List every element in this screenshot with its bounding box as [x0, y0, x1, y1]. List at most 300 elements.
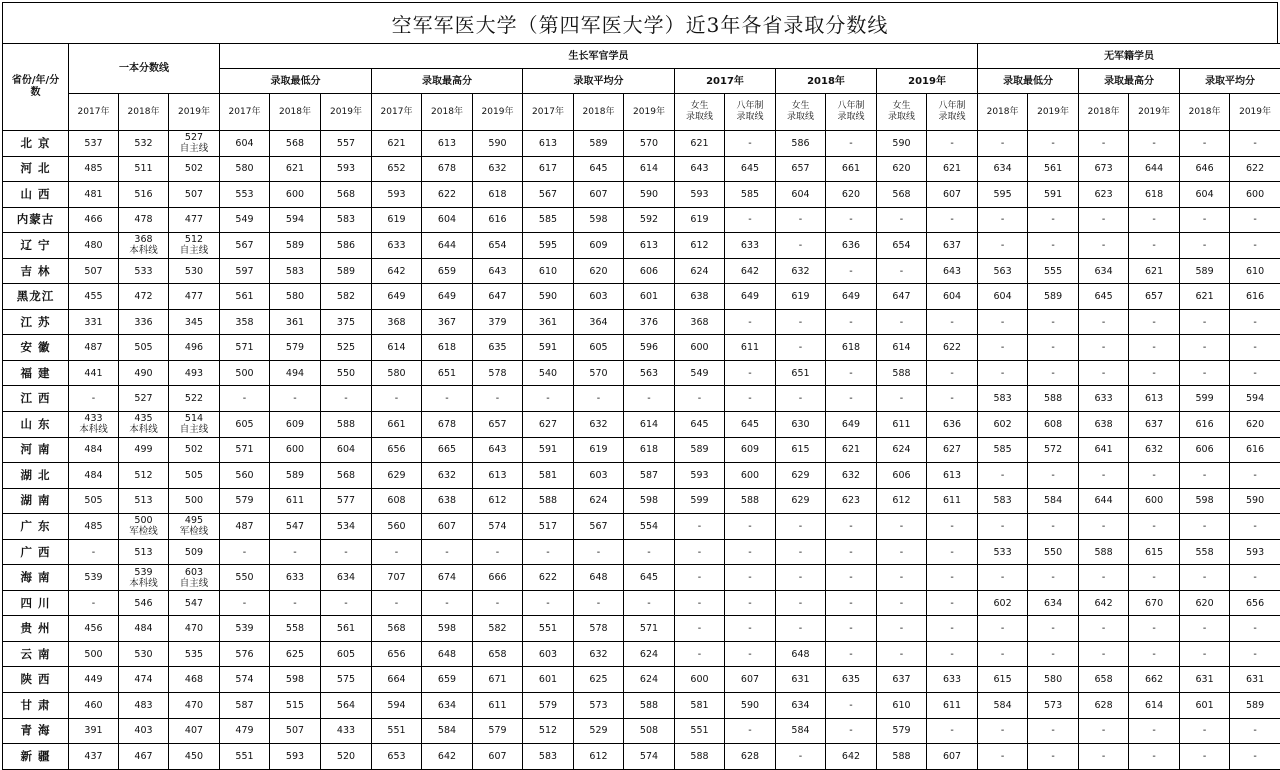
score-cell: 588	[321, 412, 372, 438]
score-cell: -	[220, 386, 270, 412]
score-cell: 567	[523, 182, 574, 208]
score-cell: 645	[624, 565, 675, 591]
score-cell: -	[473, 386, 523, 412]
score-cell: 624	[574, 488, 624, 514]
score-cell: 551	[220, 744, 270, 770]
score-cell: 659	[422, 667, 473, 693]
score-cell: 487	[69, 335, 119, 361]
score-cell: 604	[321, 437, 372, 463]
score-cell: -	[1079, 514, 1129, 540]
score-cell: 527 自主线	[169, 131, 220, 157]
score-cell: 649	[826, 284, 877, 310]
province-cell: 广 东	[3, 514, 69, 540]
score-cell: 561	[1028, 156, 1079, 182]
table-row	[3, 616, 1280, 642]
score-cell: 579	[877, 718, 927, 744]
wu-low-header: 录取最低分	[978, 69, 1079, 94]
score-cell: 644	[422, 233, 473, 259]
score-cell: 607	[927, 182, 978, 208]
score-cell: 450	[169, 744, 220, 770]
score-cell: 600	[1230, 182, 1280, 208]
score-cell: 522	[169, 386, 220, 412]
score-cell: -	[675, 565, 725, 591]
score-cell: 599	[1180, 386, 1230, 412]
score-cell: 632	[422, 463, 473, 489]
score-cell: 605	[321, 641, 372, 667]
score-cell: 644	[1129, 156, 1180, 182]
score-cell: 581	[523, 463, 574, 489]
table-row	[3, 258, 1280, 284]
score-cell: 589	[1180, 258, 1230, 284]
score-cell: -	[1230, 463, 1280, 489]
score-cell: 604	[422, 207, 473, 233]
score-cell: -	[927, 207, 978, 233]
score-cell: 620	[877, 156, 927, 182]
score-cell: 589	[1028, 284, 1079, 310]
table-row	[3, 207, 1280, 233]
score-cell: 601	[523, 667, 574, 693]
score-cell: 593	[1230, 539, 1280, 565]
score-cell: 525	[321, 335, 372, 361]
score-cell: 529	[574, 718, 624, 744]
score-cell: 620	[1230, 412, 1280, 438]
score-cell: 484	[119, 616, 169, 642]
score-cell: 598	[574, 207, 624, 233]
score-cell: 678	[422, 412, 473, 438]
score-cell: -	[776, 386, 826, 412]
score-cell: 579	[220, 488, 270, 514]
score-cell: 550	[1028, 539, 1079, 565]
table-row	[3, 437, 1280, 463]
score-cell: -	[826, 539, 877, 565]
score-cell: -	[927, 565, 978, 591]
ba-header: 八年制 录取线	[725, 94, 776, 131]
score-cell: 407	[169, 718, 220, 744]
score-cell: 632	[826, 463, 877, 489]
score-cell: 616	[1230, 284, 1280, 310]
score-cell: 605	[220, 412, 270, 438]
score-cell: 597	[220, 258, 270, 284]
score-cell: -	[877, 258, 927, 284]
score-cell: 590	[523, 284, 574, 310]
score-cell: 633	[725, 233, 776, 259]
score-cell: 604	[1180, 182, 1230, 208]
score-cell: 651	[776, 360, 826, 386]
score-cell: -	[1028, 360, 1079, 386]
score-cell: -	[1028, 616, 1079, 642]
score-cell: -	[1079, 360, 1129, 386]
table-row	[3, 488, 1280, 514]
score-cell: 588	[877, 360, 927, 386]
score-cell: 505	[169, 463, 220, 489]
score-cell: 628	[1079, 693, 1129, 719]
table-row	[3, 539, 1280, 565]
table-row	[3, 412, 1280, 438]
score-cell: -	[372, 590, 422, 616]
score-cell: 588	[725, 488, 776, 514]
ba-header: 八年制 录取线	[826, 94, 877, 131]
score-cell: 593	[675, 463, 725, 489]
table-row	[3, 131, 1280, 157]
score-cell: -	[574, 386, 624, 412]
score-cell: -	[725, 386, 776, 412]
score-cell: 584	[422, 718, 473, 744]
score-cell: 600	[725, 463, 776, 489]
score-cell: 358	[220, 309, 270, 335]
score-cell: 648	[422, 641, 473, 667]
score-cell: 606	[624, 258, 675, 284]
score-cell: 613	[927, 463, 978, 489]
score-cell: 659	[422, 258, 473, 284]
score-cell: 514 自主线	[169, 412, 220, 438]
year-header: 2019年	[624, 94, 675, 131]
year-header: 2018年	[978, 94, 1028, 131]
score-cell: 612	[877, 488, 927, 514]
score-cell: -	[1129, 335, 1180, 361]
score-cell: 664	[372, 667, 422, 693]
score-cell: 622	[927, 335, 978, 361]
nv-header: 女生 录取线	[675, 94, 725, 131]
score-cell: -	[1028, 335, 1079, 361]
score-cell: 622	[422, 182, 473, 208]
score-cell: 646	[1180, 156, 1230, 182]
score-cell: -	[1028, 641, 1079, 667]
score-cell: 600	[1129, 488, 1180, 514]
score-cell: 590	[1230, 488, 1280, 514]
score-cell: 588	[523, 488, 574, 514]
score-cell: 657	[776, 156, 826, 182]
score-cell: 637	[1129, 412, 1180, 438]
score-cell: 598	[1180, 488, 1230, 514]
province-cell: 湖 北	[3, 463, 69, 489]
score-cell: 578	[574, 616, 624, 642]
score-cell: 449	[69, 667, 119, 693]
score-cell: -	[725, 207, 776, 233]
score-cell: 379	[473, 309, 523, 335]
score-cell: -	[776, 309, 826, 335]
score-cell: 474	[119, 667, 169, 693]
score-cell: 633	[927, 667, 978, 693]
score-cell: 615	[978, 667, 1028, 693]
score-cell: 604	[927, 284, 978, 310]
score-cell: 591	[523, 335, 574, 361]
score-cell: 470	[169, 616, 220, 642]
score-cell: -	[675, 539, 725, 565]
score-cell: 598	[270, 667, 321, 693]
score-cell: -	[978, 565, 1028, 591]
score-cell: -	[1079, 744, 1129, 770]
province-cell: 海 南	[3, 565, 69, 591]
year-header: 2019年	[1129, 94, 1180, 131]
year-header: 2018年	[1079, 94, 1129, 131]
score-cell: 571	[220, 437, 270, 463]
score-cell: 661	[372, 412, 422, 438]
score-cell: 642	[826, 744, 877, 770]
score-cell: 616	[473, 207, 523, 233]
score-cell: 588	[675, 744, 725, 770]
score-cell: 596	[624, 335, 675, 361]
score-cell: -	[877, 616, 927, 642]
score-cell: 629	[372, 463, 422, 489]
nv-header: 女生 录取线	[877, 94, 927, 131]
score-cell: 483	[119, 693, 169, 719]
score-cell: 665	[422, 437, 473, 463]
score-cell: 517	[523, 514, 574, 540]
score-cell: 620	[574, 258, 624, 284]
province-cell: 湖 南	[3, 488, 69, 514]
score-cell: -	[1230, 131, 1280, 157]
year-header: 2019年	[321, 94, 372, 131]
province-cell: 吉 林	[3, 258, 69, 284]
shengzhang-header: 生长军官学员	[220, 44, 978, 69]
province-cell: 河 北	[3, 156, 69, 182]
score-cell: 539 本科线	[119, 565, 169, 591]
score-cell: 614	[624, 412, 675, 438]
score-cell: -	[725, 565, 776, 591]
score-cell: 593	[270, 744, 321, 770]
province-cell: 山 东	[3, 412, 69, 438]
score-cell: -	[776, 590, 826, 616]
score-cell: 611	[927, 693, 978, 719]
score-cell: 433 本科线	[69, 412, 119, 438]
score-cell: 533	[978, 539, 1028, 565]
score-cell: 624	[624, 667, 675, 693]
score-cell: 642	[422, 744, 473, 770]
score-cell: 606	[877, 463, 927, 489]
score-cell: -	[1230, 360, 1280, 386]
score-cell: 621	[270, 156, 321, 182]
score-cell: -	[776, 539, 826, 565]
score-cell: 607	[927, 744, 978, 770]
score-cell: -	[1129, 744, 1180, 770]
score-cell: 368 本科线	[119, 233, 169, 259]
score-cell: -	[927, 641, 978, 667]
score-cell: 533	[119, 258, 169, 284]
score-cell: -	[1180, 565, 1230, 591]
score-cell: 558	[270, 616, 321, 642]
score-cell: -	[1129, 718, 1180, 744]
score-cell: 656	[372, 437, 422, 463]
score-cell: -	[1180, 718, 1230, 744]
score-cell: 605	[574, 335, 624, 361]
score-cell: 633	[372, 233, 422, 259]
score-cell: -	[978, 131, 1028, 157]
score-cell: 403	[119, 718, 169, 744]
score-cell: 603 自主线	[169, 565, 220, 591]
score-cell: 512 自主线	[169, 233, 220, 259]
header-row-3	[3, 94, 1280, 131]
score-cell: -	[826, 309, 877, 335]
score-cell: -	[372, 539, 422, 565]
score-cell: 656	[372, 641, 422, 667]
score-cell: 674	[422, 565, 473, 591]
score-table	[2, 43, 1280, 770]
score-cell: 671	[473, 667, 523, 693]
score-cell: 550	[220, 565, 270, 591]
score-cell: -	[69, 590, 119, 616]
score-cell: 623	[826, 488, 877, 514]
page-title: 空军军医大学（第四军医大学）近3年各省录取分数线	[2, 2, 1278, 43]
score-cell: 632	[574, 641, 624, 667]
score-cell: 603	[574, 463, 624, 489]
score-cell: 512	[119, 463, 169, 489]
score-cell: 484	[69, 437, 119, 463]
score-cell: 540	[523, 360, 574, 386]
score-cell: 618	[473, 182, 523, 208]
score-cell: 594	[270, 207, 321, 233]
score-cell: -	[1230, 233, 1280, 259]
score-cell: 572	[1028, 437, 1079, 463]
score-cell: -	[574, 590, 624, 616]
score-cell: 629	[776, 463, 826, 489]
score-cell: -	[927, 539, 978, 565]
score-cell: 632	[1129, 437, 1180, 463]
yiben-header: 一本分数线	[69, 44, 220, 94]
score-cell: 500	[169, 488, 220, 514]
score-cell: -	[624, 590, 675, 616]
score-cell: 600	[675, 667, 725, 693]
score-cell: -	[1230, 335, 1280, 361]
province-cell: 福 建	[3, 360, 69, 386]
score-cell: -	[826, 386, 877, 412]
score-cell: 628	[725, 744, 776, 770]
score-cell: 607	[422, 514, 473, 540]
score-cell: 611	[725, 335, 776, 361]
score-cell: 595	[978, 182, 1028, 208]
score-cell: 641	[1079, 437, 1129, 463]
score-cell: 643	[675, 156, 725, 182]
score-cell: 512	[523, 718, 574, 744]
high-header: 录取最高分	[372, 69, 523, 94]
score-cell: -	[473, 590, 523, 616]
score-cell: 632	[574, 412, 624, 438]
score-cell: 601	[1180, 693, 1230, 719]
table-row	[3, 693, 1280, 719]
score-cell: -	[826, 131, 877, 157]
score-cell: 554	[624, 514, 675, 540]
score-cell: -	[1028, 744, 1079, 770]
score-cell: 645	[725, 412, 776, 438]
score-cell: 643	[927, 258, 978, 284]
score-cell: 511	[119, 156, 169, 182]
year-header: 2019年	[1230, 94, 1280, 131]
score-cell: 515	[270, 693, 321, 719]
score-cell: 613	[473, 463, 523, 489]
score-cell: 368	[372, 309, 422, 335]
score-cell: 634	[422, 693, 473, 719]
score-cell: 563	[978, 258, 1028, 284]
score-cell: 574	[473, 514, 523, 540]
score-cell: 487	[220, 514, 270, 540]
score-cell: 477	[169, 284, 220, 310]
score-cell: 336	[119, 309, 169, 335]
score-cell: -	[1230, 744, 1280, 770]
score-cell: 616	[1180, 412, 1230, 438]
score-cell: 593	[675, 182, 725, 208]
score-cell: 638	[675, 284, 725, 310]
score-cell: -	[826, 514, 877, 540]
score-cell: -	[978, 616, 1028, 642]
province-cell: 甘 肃	[3, 693, 69, 719]
score-cell: -	[1028, 207, 1079, 233]
score-cell: 648	[574, 565, 624, 591]
score-cell: 620	[826, 182, 877, 208]
score-cell: -	[1028, 718, 1079, 744]
score-cell: 481	[69, 182, 119, 208]
score-cell: -	[877, 590, 927, 616]
score-cell: -	[675, 514, 725, 540]
province-cell: 黑龙江	[3, 284, 69, 310]
score-cell: -	[1028, 309, 1079, 335]
score-cell: 654	[473, 233, 523, 259]
score-cell: -	[1129, 131, 1180, 157]
score-cell: 589	[270, 463, 321, 489]
score-cell: 614	[1129, 693, 1180, 719]
score-cell: -	[1129, 565, 1180, 591]
score-cell: 619	[675, 207, 725, 233]
score-cell: 530	[119, 641, 169, 667]
score-cell: 472	[119, 284, 169, 310]
score-cell: 470	[169, 693, 220, 719]
score-cell: 613	[1129, 386, 1180, 412]
score-cell: 561	[321, 616, 372, 642]
score-cell: 568	[372, 616, 422, 642]
score-cell: -	[1230, 718, 1280, 744]
score-cell: 580	[220, 156, 270, 182]
score-cell: 645	[1079, 284, 1129, 310]
score-cell: -	[422, 539, 473, 565]
score-cell: 564	[321, 693, 372, 719]
score-cell: 610	[877, 693, 927, 719]
score-cell: -	[675, 641, 725, 667]
score-cell: 547	[169, 590, 220, 616]
score-cell: 637	[877, 667, 927, 693]
score-cell: 507	[69, 258, 119, 284]
score-cell: -	[776, 335, 826, 361]
score-cell: 617	[523, 156, 574, 182]
score-cell: 609	[725, 437, 776, 463]
province-cell: 广 西	[3, 539, 69, 565]
score-cell: 516	[119, 182, 169, 208]
score-cell: -	[1230, 565, 1280, 591]
table-row	[3, 182, 1280, 208]
score-cell: 455	[69, 284, 119, 310]
score-cell: -	[877, 386, 927, 412]
score-cell: -	[826, 360, 877, 386]
score-cell: -	[978, 463, 1028, 489]
province-cell: 贵 州	[3, 616, 69, 642]
score-cell: -	[1180, 131, 1230, 157]
score-cell: 576	[220, 641, 270, 667]
score-cell: 622	[1230, 156, 1280, 182]
score-cell: 618	[422, 335, 473, 361]
score-cell: 632	[473, 156, 523, 182]
score-cell: 361	[523, 309, 574, 335]
score-cell: 610	[523, 258, 574, 284]
score-cell: 658	[473, 641, 523, 667]
score-cell: 634	[321, 565, 372, 591]
score-cell: 614	[877, 335, 927, 361]
score-cell: -	[725, 360, 776, 386]
score-cell: 625	[574, 667, 624, 693]
score-cell: -	[1180, 616, 1230, 642]
score-cell: 670	[1129, 590, 1180, 616]
score-cell: 478	[119, 207, 169, 233]
score-cell: 652	[372, 156, 422, 182]
score-cell: 622	[523, 565, 574, 591]
score-cell: 581	[675, 693, 725, 719]
score-cell: -	[1129, 309, 1180, 335]
